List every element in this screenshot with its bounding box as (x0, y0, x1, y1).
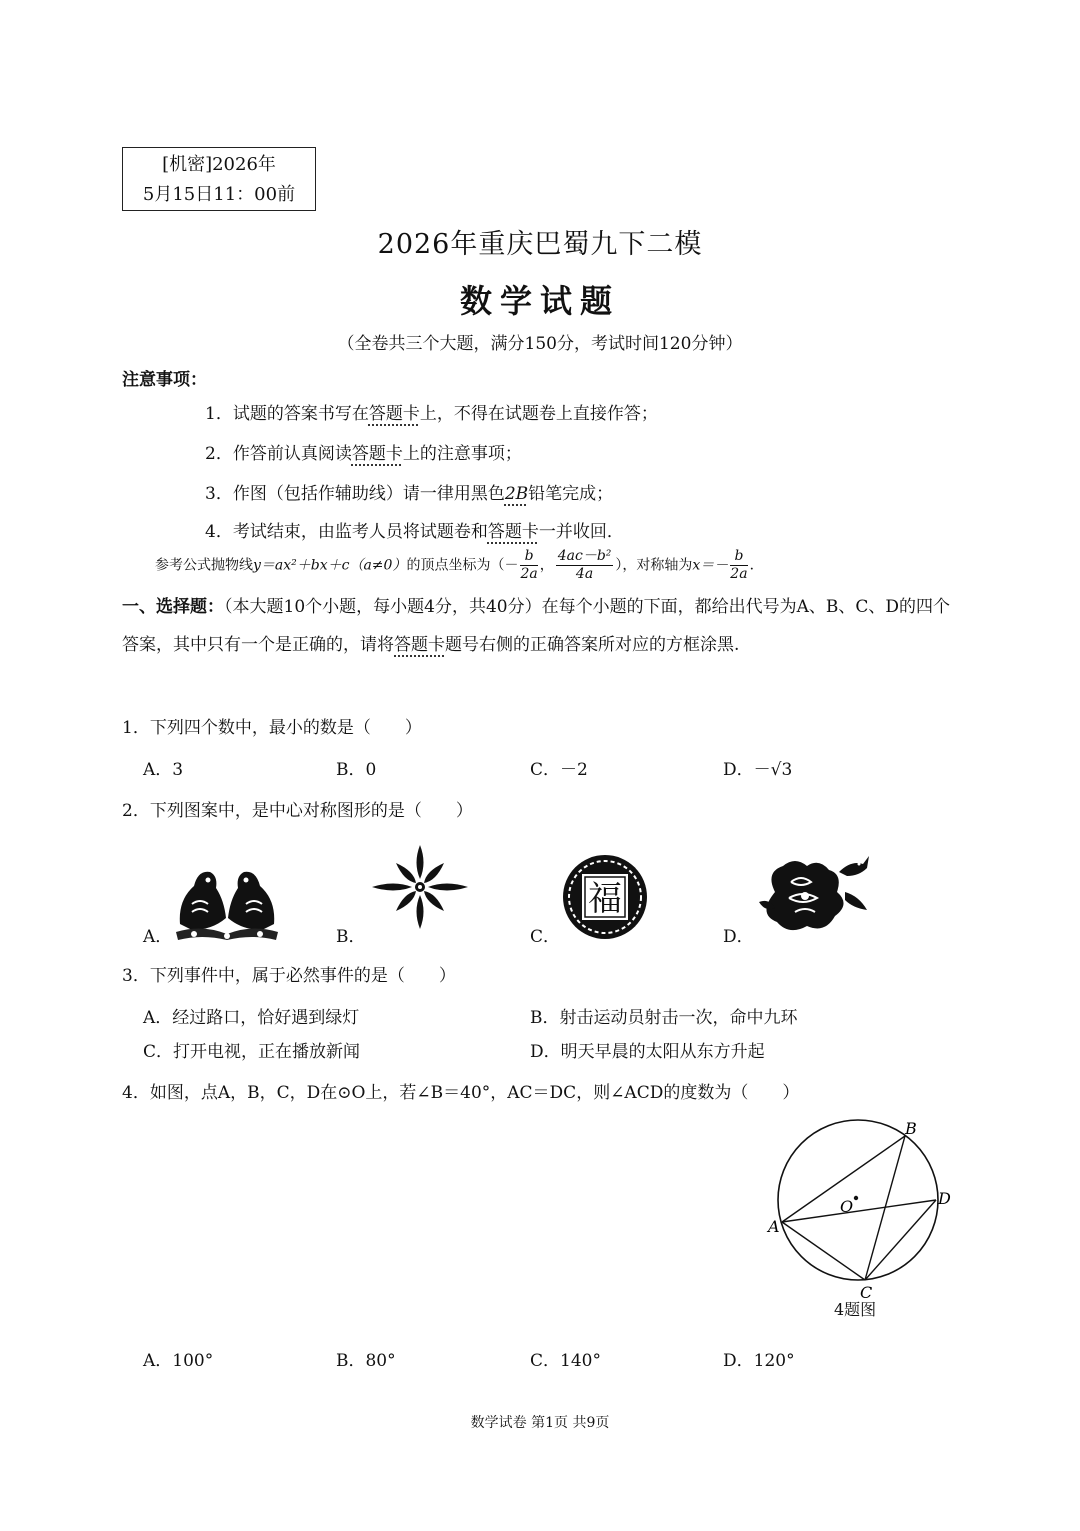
exam-title: 2026年重庆巴蜀九下二模 (377, 229, 703, 260)
q4-option-d: D．120° (723, 1351, 795, 1371)
flower-star-image (370, 842, 470, 932)
notice-text: 2．作答前认真阅读 (205, 444, 352, 464)
q4-option-b: B．80° (336, 1351, 396, 1371)
notice-text: 3．作图（包括作辅助线）请一律用黑色 (205, 484, 505, 504)
point-label-d: D (938, 1189, 951, 1208)
question-1-stem: 1．下列四个数中，最小的数是（ ） (122, 718, 422, 738)
confidential-box (122, 147, 316, 211)
formula-text: 参考公式抛物线 (155, 557, 253, 574)
emphasis-text: 答题卡 (394, 635, 445, 655)
numerator: b (520, 548, 537, 566)
peony-bird-image (755, 852, 875, 938)
paper-cut-birds-image (172, 860, 282, 942)
reference-formula (155, 548, 764, 583)
q3-option-c: C．打开电视，正在播放新闻 (143, 1042, 361, 1062)
notice-item (205, 517, 624, 542)
point-label-o: O (840, 1197, 854, 1216)
point-label-c: C (860, 1283, 873, 1302)
emphasis-text: 答题卡 (368, 404, 420, 424)
notice-heading: 注意事项： (122, 370, 207, 390)
notice-text: 上的注意事项； (402, 444, 522, 464)
subject-title: 数学试题 (459, 282, 620, 320)
section-heading: 一、选择题： (122, 597, 224, 617)
point-label-b: B (905, 1119, 917, 1138)
notice-text: 4．考试结束，由监考人员将试题卷和 (205, 522, 488, 542)
section-instructions (122, 588, 962, 664)
q1-option-a: A．3 (143, 760, 184, 780)
fraction (730, 548, 747, 583)
confidential-line2: 5月15日11：00前 (142, 184, 296, 205)
notice-text: 1．试题的答案书写在 (205, 404, 369, 424)
emphasis-text: 2B (504, 484, 529, 504)
q1-option-b: B．0 (336, 760, 377, 780)
center-point (854, 1196, 858, 1200)
q4-option-a: A．100° (143, 1351, 214, 1371)
q2-option-b: B． (336, 927, 366, 947)
numerator: 4ac－b² (557, 548, 612, 564)
q3-option-b: B．射击运动员射击一次，命中九环 (530, 1008, 798, 1028)
exam-info: （全卷共三个大题，满分150分，考试时间120分钟） (337, 334, 743, 354)
q2-option-d: D． (723, 927, 754, 947)
notice-text: 铅笔完成； (528, 484, 614, 504)
notice-text: 一并收回． (538, 522, 624, 542)
formula-text: ， (539, 557, 554, 574)
fu-medallion-image (560, 852, 650, 942)
q3-option-a: A．经过路口，恰好遇到绿灯 (143, 1008, 360, 1028)
emphasis-text: 答题卡 (351, 444, 403, 464)
q2-option-a: A． (143, 927, 173, 947)
fraction (520, 548, 537, 583)
formula-text: ． (749, 557, 764, 574)
question-2-stem: 2．下列图案中，是中心对称图形的是（ ） (122, 801, 473, 821)
notice-item (205, 479, 613, 504)
notice-item (205, 439, 522, 464)
segment-ad (782, 1200, 936, 1222)
confidential-line1: [机密]2026年 (162, 154, 276, 175)
circle-geometry-figure (760, 1118, 960, 1318)
notice-text: 上，不得在试题卷上直接作答； (419, 404, 658, 424)
denominator: 2a (730, 566, 748, 582)
q3-option-d: D．明天早晨的太阳从东方升起 (530, 1042, 765, 1062)
denominator: 2a (520, 566, 538, 582)
q4-option-c: C．140° (530, 1351, 601, 1371)
notice-item (205, 399, 658, 424)
question-3-stem: 3．下列事件中，属于必然事件的是（ ） (122, 966, 456, 986)
q1-option-d: D．－√3 (723, 760, 793, 780)
denominator: 4a (575, 566, 594, 582)
question-4-stem: 4．如图，点A，B，C，D在⊙O上，若∠B＝40°，AC＝DC，则∠ACD的度数为（ ） (122, 1083, 800, 1103)
section-text: 题号右侧的正确答案所对应的方框涂黑. (445, 635, 740, 655)
formula-text: ），对称轴为 (615, 557, 693, 574)
point-label-a: A (768, 1217, 780, 1236)
circle-o (778, 1120, 938, 1280)
formula-text: 的顶点坐标为（－ (406, 557, 519, 574)
q2-option-c: C． (530, 927, 561, 947)
formula-expression: x＝－ (692, 557, 729, 574)
page-footer: 数学试卷 第1页 共9页 (470, 1415, 610, 1431)
fraction (556, 548, 614, 583)
fu-character: 福 (588, 879, 622, 919)
section-text: （本大题10个小题，每小题4分，共40分）在每个小题的下面，都给出代号为A、B、C、D的四个答案，其中只有一个是正确的，请将 (122, 597, 950, 655)
emphasis-text: 答题卡 (487, 522, 539, 542)
figure-caption: 4题图 (834, 1300, 877, 1319)
q1-option-c: C．－2 (530, 760, 588, 780)
formula-expression: y＝ax²＋bx＋c（a≠0） (253, 557, 407, 574)
numerator: b (730, 548, 747, 566)
